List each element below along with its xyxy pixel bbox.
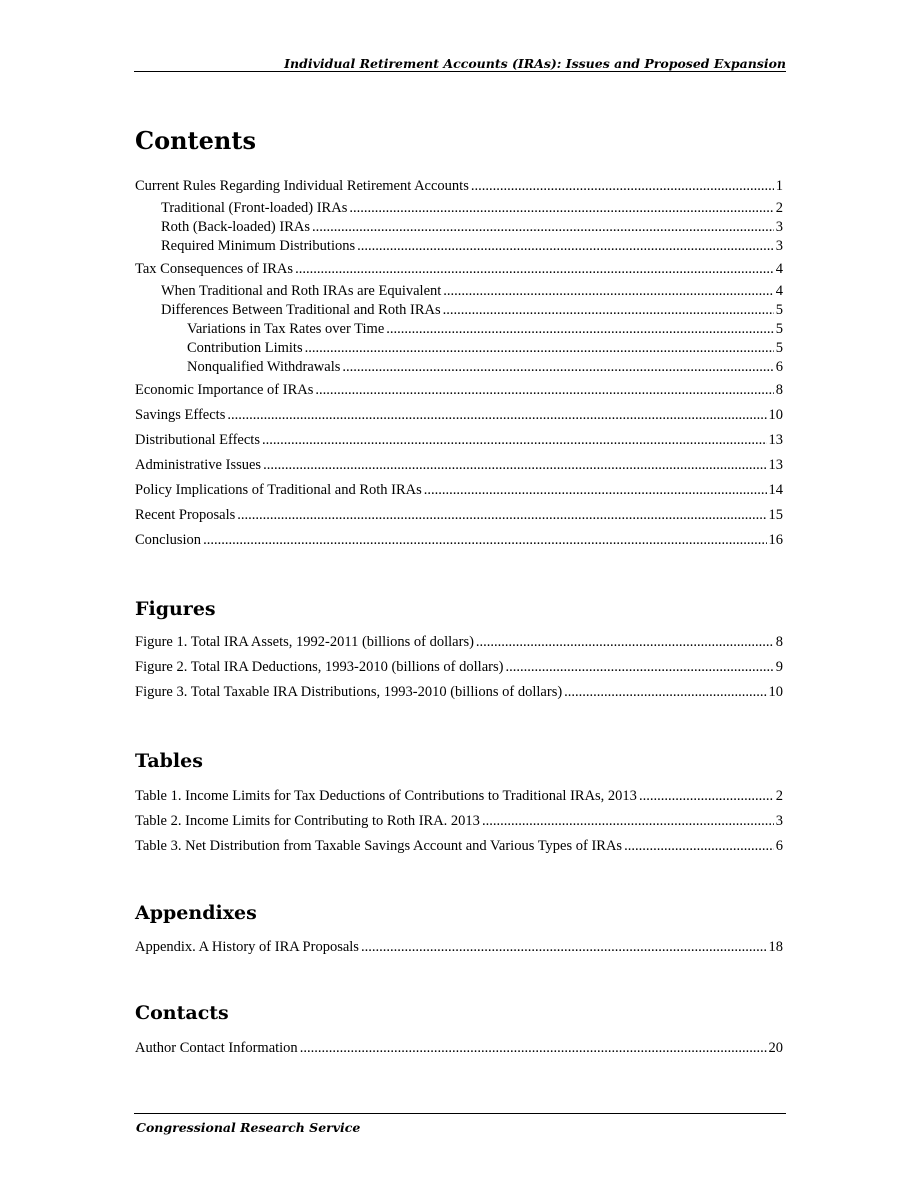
contacts-list (135, 1039, 783, 1058)
toc-entry[interactable]: Nonqualified Withdrawals ..... 6 (135, 358, 783, 377)
toc-entry[interactable]: Savings Effects ..... 10 (135, 406, 783, 425)
toc-entry[interactable]: Author Contact Information ..... 20 (135, 1039, 783, 1058)
tables-heading: Tables (135, 750, 203, 772)
contents-heading: Contents (135, 126, 256, 155)
toc-entry[interactable]: Contribution Limits ..... 5 (135, 339, 783, 358)
toc-entry[interactable]: Required Minimum Distributions ..... 3 (135, 237, 783, 256)
toc-entry[interactable]: Figure 1. Total IRA Assets, 1992-2011 (billions of dollars) ..... 8 (135, 633, 783, 652)
toc-entry[interactable]: Figure 3. Total Taxable IRA Distributions, 1993-2010 (billions of dollars) ..... 10 (135, 683, 783, 702)
toc-entry[interactable]: Policy Implications of Traditional and Roth IRAs ..... 14 (135, 481, 783, 500)
toc-entry[interactable]: Economic Importance of IRAs ..... 8 (135, 381, 783, 400)
toc-entry[interactable]: Conclusion ..... 16 (135, 531, 783, 550)
toc-entry[interactable]: Recent Proposals ..... 15 (135, 506, 783, 525)
toc-entry[interactable]: Variations in Tax Rates over Time ..... 5 (135, 320, 783, 339)
contents-list (135, 177, 783, 550)
toc-entry[interactable]: Tax Consequences of IRAs ..... 4 (135, 260, 783, 279)
toc-entry[interactable]: When Traditional and Roth IRAs are Equivalent ..... 4 (135, 282, 783, 301)
toc-entry[interactable]: Figure 2. Total IRA Deductions, 1993-2010 (billions of dollars) ..... 9 (135, 658, 783, 677)
toc-entry[interactable]: Traditional (Front-loaded) IRAs ..... 2 (135, 199, 783, 218)
running-footer: Congressional Research Service (136, 1120, 361, 1135)
toc-entry[interactable]: Table 2. Income Limits for Contributing to Roth IRA. 2013 ..... 3 (135, 812, 783, 831)
appendixes-list (135, 938, 783, 957)
tables-list (135, 787, 783, 856)
running-header: Individual Retirement Accounts (IRAs): Issues and Proposed Expansion (284, 56, 786, 71)
toc-entry[interactable]: Current Rules Regarding Individual Retirement Accounts ..... 1 (135, 177, 783, 196)
toc-entry[interactable]: Table 1. Income Limits for Tax Deductions of Contributions to Traditional IRAs, 2013 ..... 2 (135, 787, 783, 806)
figures-heading: Figures (135, 598, 216, 620)
contacts-heading: Contacts (135, 1002, 229, 1024)
toc-entry[interactable]: Differences Between Traditional and Roth IRAs ..... 5 (135, 301, 783, 320)
toc-entry[interactable]: Administrative Issues ..... 13 (135, 456, 783, 475)
figures-list (135, 633, 783, 702)
toc-entry[interactable]: Roth (Back-loaded) IRAs ..... 3 (135, 218, 783, 237)
toc-entry[interactable]: Distributional Effects ..... 13 (135, 431, 783, 450)
toc-entry[interactable]: Table 3. Net Distribution from Taxable Savings Account and Various Types of IRAs ..... 6 (135, 837, 783, 856)
appendixes-heading: Appendixes (135, 902, 257, 924)
header-rule (134, 71, 786, 72)
footer-rule (134, 1113, 786, 1114)
toc-entry[interactable]: Appendix. A History of IRA Proposals ..... 18 (135, 938, 783, 957)
